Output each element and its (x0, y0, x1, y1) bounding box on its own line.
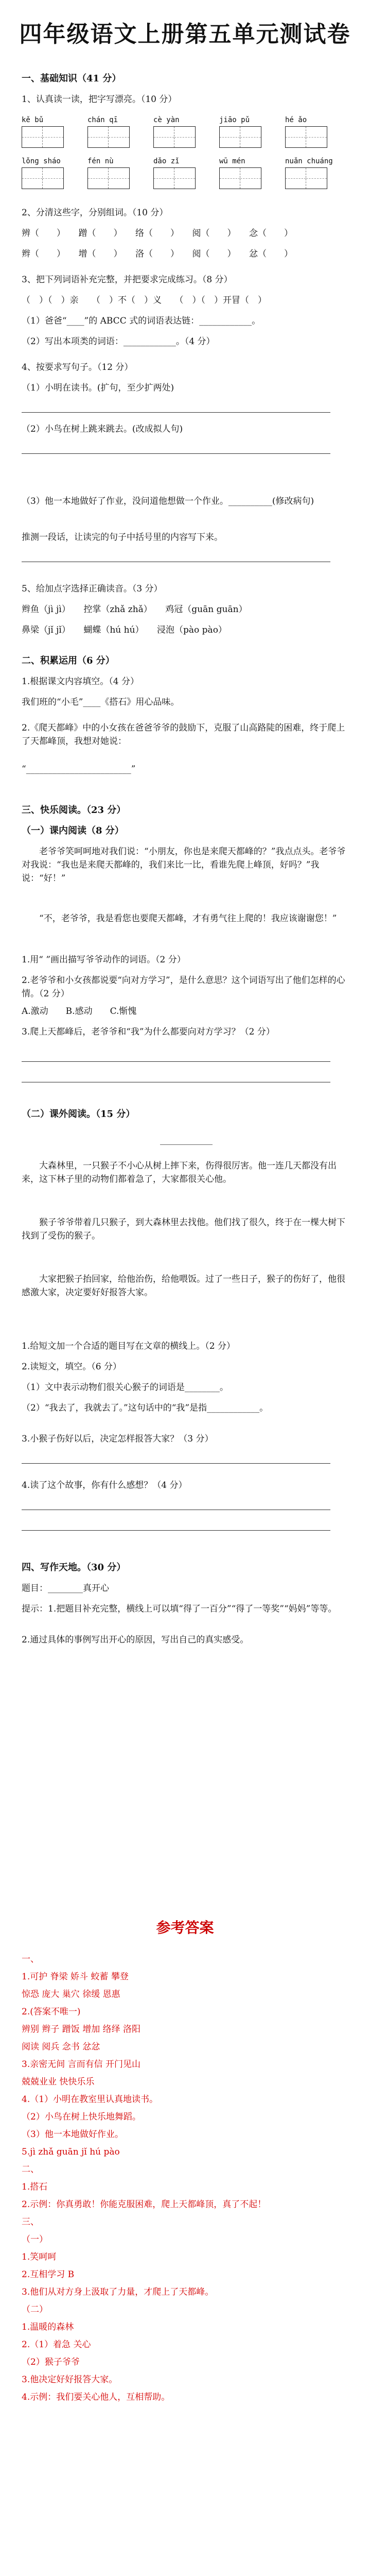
passage-paragraph: 猴子爷爷带着几只猴子，到大森林里去找他。他们找了很久，终于在一棵大树下找到了受伤的猴子。 (22, 1217, 345, 1241)
char-box[interactable] (22, 126, 64, 148)
pinyin-label: fén nù (87, 157, 114, 165)
fill-row: 辫（ ） 增（ ） 洛（ ） 阅（ ） 忿（ ） (22, 249, 293, 259)
question-text: 1.给短文加一个合适的题目写在文章的横线上。（2 分） (22, 1341, 235, 1351)
pinyin-label: cè yàn (153, 116, 180, 124)
question-text: 3.小猴子伤好以后，决定怎样报答大家？（3 分） (22, 1434, 214, 1444)
section-heading: 一、基础知识（41 分） (22, 73, 121, 84)
essay-requirement: 2.通过具体的事例写出开心的原因，写出自己的真实感受。 (22, 1635, 249, 1645)
choice-row: 辫鱼（jì jì） 控掌（zhǎ zhǎ） 鸡冠（guān guān） (22, 604, 248, 615)
answer-line-text: 4.（1）小明在教室里认真地读书。 (22, 2094, 158, 2105)
answer-line[interactable] (22, 1061, 330, 1062)
sub-question: （1）文中表示动物们很关心猴子的词语是________。 (22, 1382, 228, 1393)
answer-line-text: 5.jì zhǎ guān jǐ hú pào (22, 2147, 120, 2157)
passage-paragraph: 老爷爷笑呵呵地对我们说：“小朋友，你也是来爬天都峰的？”我点点头。老爷爷对我说：“我也是来爬天都峰的，我们来比一比，看谁先爬上峰顶，好吗？”我说：“好！” (22, 846, 346, 884)
pinyin-label: hé ǎo (285, 116, 307, 124)
fill-row: （2）写出本项类的词语：____________。（4 分） (22, 336, 215, 347)
question-text: 1.用“ ”画出描写爷爷动作的词语。（2 分） (22, 955, 186, 965)
char-box[interactable] (285, 126, 327, 148)
question-text: 4.读了这个故事，你有什么感想？（4 分） (22, 1480, 187, 1490)
char-box[interactable] (87, 167, 130, 189)
question-text: 3.爬上天都峰后，老爷爷和“我”为什么都要向对方学习？（2 分） (22, 1027, 275, 1037)
choice-row: A.激动 B.感动 C.惭愧 (22, 1006, 137, 1016)
sub-question: 推测一段话，让读完的句子中括号里的内容写下来。 (22, 532, 223, 543)
question-text: 5、给加点字选择正确读音。（3 分） (22, 584, 163, 594)
section-heading: 三、快乐阅读。（23 分） (22, 805, 126, 816)
question-text: 1、认真读一读，把字写漂亮。（10 分） (22, 94, 177, 105)
answer-line-text: 3.他们从对方身上汲取了力量，才爬上了天都峰。 (22, 2287, 214, 2297)
pinyin-writing-grid (22, 116, 351, 152)
essay-requirement: 提示：1.把题目补充完整，横线上可以填“得了一百分”“得了一等奖”“妈妈”等等。 (22, 1604, 337, 1614)
sub-question: 我们班的“小毛”____《搭石》用心品味。 (22, 697, 180, 707)
answer-line-text: 2.互相学习 B (22, 2269, 75, 2280)
answer-key-title: 参考答案 (156, 1919, 214, 1936)
answer-line-text: 三、 (22, 2217, 39, 2227)
fill-row: （ ）（ ）亲 （ ）不（ ）义 （ ）（ ）开冒（ ） (22, 295, 267, 306)
pinyin-label: wū mén (219, 157, 245, 165)
section-heading: 四、写作天地。（30 分） (22, 1562, 126, 1573)
question-text: 2.读短文，填空。（6 分） (22, 1362, 121, 1372)
answer-line-text: 惊恐 庞大 巢穴 徐缓 恩惠 (22, 1989, 120, 1999)
section-heading: 二、积累运用（6 分） (22, 655, 115, 666)
pinyin-label: dǎo zǐ (153, 157, 180, 165)
question-text: 2.《爬天都峰》中的小女孩在爸爸爷爷的鼓励下，克服了山高路陡的困难，终于爬上了天都峰顶，我想对她说： (22, 723, 345, 747)
answer-line-text: 二、 (22, 2164, 39, 2175)
answer-line-text: 2.（1）着急 关心 (22, 2340, 91, 2350)
sub-question: （1）小明在读书。(扩句，至少扩两处) (22, 383, 174, 393)
fill-row: （1）爸爸“____”的 ABCC 式的词语表达链：____________。 (22, 316, 261, 326)
essay-topic: 题目：________真开心 (22, 1583, 109, 1594)
answer-line-text: 1.温暖的森林 (22, 2322, 74, 2332)
choice-row: 鼻梁（jǐ jǐ） 蝴蝶（hú hú） 浸泡（pào pào） (22, 625, 227, 635)
char-box[interactable] (219, 167, 261, 189)
answer-line[interactable] (22, 412, 330, 413)
pinyin-label: nuǎn chuáng (285, 157, 333, 165)
answer-line[interactable] (22, 1530, 330, 1531)
answer-line-text: 1.可护 脊梁 娇斗 蛟蓄 攀登 (22, 1972, 129, 1982)
fill-row: “________________________” (22, 764, 136, 774)
fill-row: 辨（ ） 蹭（ ） 络（ ） 阅（ ） 念（ ） (22, 228, 293, 239)
answer-line-text: 4.示例：我们要关心他人，互相帮助。 (22, 2392, 170, 2402)
answer-line-text: （二） (22, 2304, 48, 2315)
answer-line-text: 辨别 辫子 蹭饭 增加 络绎 洛阳 (22, 2024, 141, 2035)
passage-paragraph: 大家把猴子抬回家，给他治伤，给他喂饭。过了一些日子，猴子的伤好了，他很感激大家，决定要好好报答大家。 (22, 1274, 345, 1298)
answer-line-text: 1.搭石 (22, 2182, 48, 2192)
answer-line-text: （3）他一本地做好作业。 (22, 2129, 124, 2140)
answer-line-text: 2.示例：你真勇敢！你能克服困难，爬上天都峰顶，真了不起！ (22, 2199, 267, 2210)
question-text: 2、分清这些字，分别组词。（10 分） (22, 208, 168, 218)
pinyin-label: lǒng sháo (22, 157, 61, 165)
question-text: 1.根据课文内容填空。（4 分） (22, 676, 139, 687)
pinyin-label: kě bǔ (22, 116, 44, 124)
sub-question: （2）小鸟在树上跳来跳去。(改成拟人句) (22, 424, 183, 434)
char-box[interactable] (22, 167, 64, 189)
answer-line-text: 2.(答案不唯一) (22, 2007, 81, 2017)
pinyin-label: jiāo pǔ (219, 116, 250, 124)
pinyin-writing-grid (22, 157, 351, 193)
pinyin-label: chán qī (87, 116, 118, 124)
question-text: 2.老爷爷和小女孩都说要“向对方学习”，是什么意思？这个词语写出了他们怎样的心情。（2 分） (22, 975, 345, 999)
answer-line-text: 3.他决定好好报答大家。 (22, 2375, 118, 2385)
question-text: 4、按要求写句子。（12 分） (22, 362, 133, 372)
char-box[interactable] (285, 167, 327, 189)
sub-heading: （一）课内阅读（8 分） (22, 825, 124, 836)
sub-question: （3）他一本地做好了作业，没问道他想做一个作业。__________(修改病句) (22, 496, 314, 506)
char-box[interactable] (153, 167, 196, 189)
answer-line-text: 3.亲密无间 言而有信 开门见山 (22, 2059, 141, 2070)
passage-paragraph: 大森林里，一只猴子不小心从树上摔下来，伤得很厉害。他一连几天都没有出来，这下林子里的动物们都着急了，大家都很关心他。 (22, 1161, 337, 1184)
answer-line-text: （一） (22, 2234, 48, 2245)
sub-question: （2）“我去了，我就去了。”这句话中的“我”是指____________。 (22, 1403, 269, 1413)
answer-line-text: 兢兢业业 快快乐乐 (22, 2077, 95, 2087)
answer-line-text: （2）小鸟在树上快乐地舞蹈。 (22, 2112, 141, 2122)
answer-line-text: 1.笑呵呵 (22, 2252, 57, 2262)
passage-paragraph: “不，老爷爷，我是看您也要爬天都峰，才有勇气往上爬的！我应该谢谢您！” (39, 913, 337, 924)
sub-heading: （二）课外阅读。（15 分） (22, 1109, 135, 1120)
page-title: 四年级语文上册第五单元测试卷 (19, 21, 351, 47)
answer-line-text: 一、 (22, 1954, 39, 1964)
question-text: 3、把下列词语补充完整，并把要求完成练习。（8 分） (22, 275, 233, 285)
char-box[interactable] (219, 126, 261, 148)
char-box[interactable] (153, 126, 196, 148)
char-box[interactable] (87, 126, 130, 148)
answer-line[interactable] (22, 1463, 330, 1464)
answer-line-text: （2）猴子爷爷 (22, 2357, 80, 2367)
passage-title: ____________ (160, 1135, 213, 1145)
answer-line[interactable] (22, 453, 330, 454)
answer-line-text: 阅读 阅兵 念书 忿忿 (22, 2042, 100, 2052)
